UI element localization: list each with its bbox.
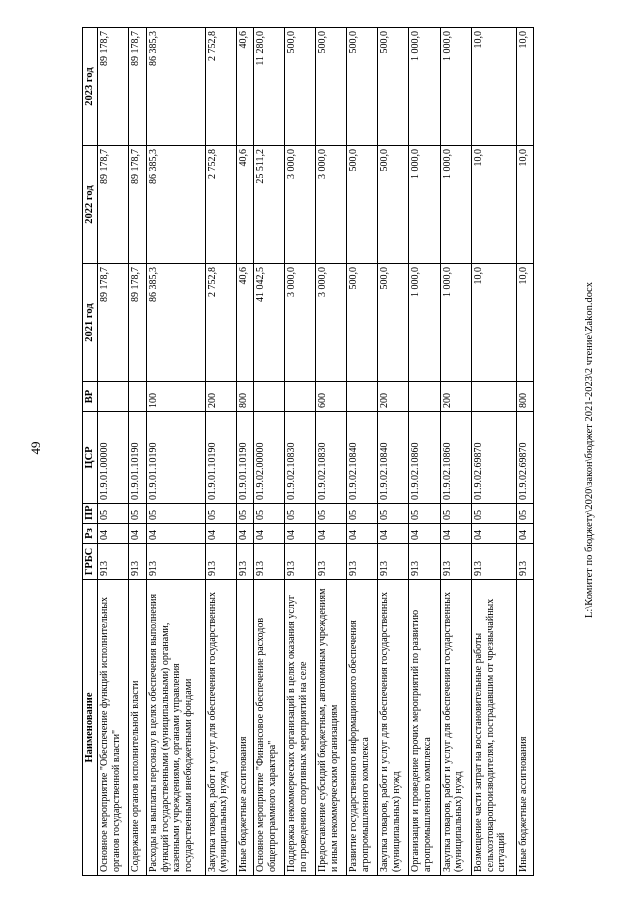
- row-csr: 01.9.02.10840: [347, 412, 378, 504]
- row-2022: 500,0: [347, 146, 378, 264]
- row-rz: 04: [285, 524, 316, 544]
- row-grbs: 913: [347, 544, 378, 580]
- row-name: Поддержка некоммерческих организаций в целях оказания услуг по проведению спортивных мероприятий на селе: [285, 580, 316, 876]
- row-vr: [285, 382, 316, 412]
- table-row: [253, 28, 284, 876]
- row-2021: 1 000,0: [440, 264, 471, 382]
- row-2022: 500,0: [378, 146, 409, 264]
- row-grbs: 913: [129, 544, 146, 580]
- row-vr: 800: [516, 382, 533, 412]
- table-row: [516, 28, 533, 876]
- row-csr: 01.9.01.10190: [146, 412, 205, 504]
- budget-table-container: [82, 28, 534, 876]
- row-name: Иные бюджетные ассигнования: [516, 580, 533, 876]
- row-2023: 500,0: [285, 28, 316, 146]
- row-rz: 04: [440, 524, 471, 544]
- row-csr: 01.9.02.10830: [316, 412, 347, 504]
- table-row: [347, 28, 378, 876]
- row-vr: 800: [236, 382, 253, 412]
- row-vr: 200: [440, 382, 471, 412]
- row-vr: [98, 382, 129, 412]
- row-2022: 10,0: [471, 146, 516, 264]
- row-2022: 10,0: [516, 146, 533, 264]
- row-name: Иные бюджетные ассигнования: [236, 580, 253, 876]
- row-rz: 04: [347, 524, 378, 544]
- budget-table: [82, 27, 534, 876]
- header-pr: ПР: [83, 504, 98, 524]
- row-name: Развитие государственного информационного обеспечения агропромышленного комплекса: [347, 580, 378, 876]
- row-rz: 04: [146, 524, 205, 544]
- header-2022: 2022 год: [83, 146, 98, 264]
- table-row: [285, 28, 316, 876]
- row-2022: 40,6: [236, 146, 253, 264]
- row-vr: 200: [205, 382, 236, 412]
- row-grbs: 913: [471, 544, 516, 580]
- row-pr: 05: [129, 504, 146, 524]
- row-2022: 1 000,0: [440, 146, 471, 264]
- row-vr: [347, 382, 378, 412]
- table-row: [98, 28, 129, 876]
- header-grbs: ГРБС: [83, 544, 98, 580]
- row-name: Содержание органов исполнительной власти: [129, 580, 146, 876]
- table-row: [205, 28, 236, 876]
- header-rz: Рз: [83, 524, 98, 544]
- row-2022: 89 178,7: [98, 146, 129, 264]
- row-2023: 2 752,8: [205, 28, 236, 146]
- row-2021: 41 042,5: [253, 264, 284, 382]
- row-name: Основное мероприятие "Финансовое обеспечение расходов общепрограммного характера": [253, 580, 284, 876]
- footer-file-path: L:\Комитет по бюджету\2020\закон\бюджет 2021-2023\2 чтение\Zakon.docx: [584, 282, 595, 618]
- row-2023: 40,6: [236, 28, 253, 146]
- row-2023: 500,0: [378, 28, 409, 146]
- row-pr: 05: [205, 504, 236, 524]
- row-rz: 04: [409, 524, 440, 544]
- row-2021: 1 000,0: [409, 264, 440, 382]
- row-name: Предоставление субсидий бюджетным, автономным учреждениям и иным некоммерческим организациям: [316, 580, 347, 876]
- row-csr: 01.9.01.10190: [205, 412, 236, 504]
- row-grbs: 913: [236, 544, 253, 580]
- row-name: Возмещение части затрат на восстановительные работы сельхозтоваропроизводителям, пострадавшим от чрезвычайных ситуаций: [471, 580, 516, 876]
- row-2023: 89 178,7: [98, 28, 129, 146]
- row-pr: 05: [98, 504, 129, 524]
- row-vr: [129, 382, 146, 412]
- row-csr: 01.9.02.69870: [471, 412, 516, 504]
- row-2021: 3 000,0: [316, 264, 347, 382]
- row-rz: 04: [316, 524, 347, 544]
- row-pr: 05: [146, 504, 205, 524]
- row-name: Закупка товаров, работ и услуг для обеспечения государственных (муниципальных) нужд: [440, 580, 471, 876]
- row-csr: 01.9.02.69870: [516, 412, 533, 504]
- row-csr: 01.9.02.10860: [440, 412, 471, 504]
- table-row: [146, 28, 205, 876]
- row-pr: 05: [409, 504, 440, 524]
- row-2021: 10,0: [471, 264, 516, 382]
- row-rz: 04: [98, 524, 129, 544]
- row-csr: 01.9.02.00000: [253, 412, 284, 504]
- row-2023: 11 280,0: [253, 28, 284, 146]
- row-2021: 500,0: [378, 264, 409, 382]
- row-2023: 500,0: [347, 28, 378, 146]
- row-csr: 01.9.02.10860: [409, 412, 440, 504]
- row-pr: 05: [316, 504, 347, 524]
- header-csr: ЦСР: [83, 412, 98, 504]
- row-pr: 05: [347, 504, 378, 524]
- row-vr: [409, 382, 440, 412]
- row-2023: 10,0: [471, 28, 516, 146]
- row-vr: [253, 382, 284, 412]
- row-csr: 01.9.02.10830: [285, 412, 316, 504]
- row-2023: 86 385,3: [146, 28, 205, 146]
- row-rz: 04: [236, 524, 253, 544]
- row-grbs: 913: [378, 544, 409, 580]
- row-2022: 89 178,7: [129, 146, 146, 264]
- row-2022: 2 752,8: [205, 146, 236, 264]
- row-2021: 40,6: [236, 264, 253, 382]
- row-2021: 89 178,7: [98, 264, 129, 382]
- header-2021: 2021 год: [83, 264, 98, 382]
- row-name: Закупка товаров, работ и услуг для обеспечения государственных (муниципальных) нужд: [205, 580, 236, 876]
- row-2021: 86 385,3: [146, 264, 205, 382]
- table-row: [471, 28, 516, 876]
- row-csr: 01.9.01.10190: [129, 412, 146, 504]
- row-vr: 100: [146, 382, 205, 412]
- row-rz: 04: [253, 524, 284, 544]
- row-pr: 05: [236, 504, 253, 524]
- row-vr: 600: [316, 382, 347, 412]
- table-header-row: [83, 28, 98, 876]
- row-rz: 04: [378, 524, 409, 544]
- row-grbs: 913: [205, 544, 236, 580]
- row-vr: 200: [378, 382, 409, 412]
- row-2023: 1 000,0: [409, 28, 440, 146]
- table-row: [378, 28, 409, 876]
- row-pr: 05: [285, 504, 316, 524]
- row-2021: 89 178,7: [129, 264, 146, 382]
- row-grbs: 913: [409, 544, 440, 580]
- row-2021: 2 752,8: [205, 264, 236, 382]
- row-name: Основное мероприятие "Обеспечение функций исполнительных органов государственной власти": [98, 580, 129, 876]
- row-grbs: 913: [316, 544, 347, 580]
- table-row: [316, 28, 347, 876]
- row-rz: 04: [129, 524, 146, 544]
- row-2022: 86 385,3: [146, 146, 205, 264]
- row-grbs: 913: [98, 544, 129, 580]
- row-csr: 01.9.01.00000: [98, 412, 129, 504]
- row-csr: 01.9.02.10840: [378, 412, 409, 504]
- row-csr: 01.9.01.10190: [236, 412, 253, 504]
- row-2021: 10,0: [516, 264, 533, 382]
- row-2022: 25 511,2: [253, 146, 284, 264]
- row-pr: 05: [253, 504, 284, 524]
- page-number: 49: [28, 441, 43, 455]
- row-vr: [471, 382, 516, 412]
- row-grbs: 913: [146, 544, 205, 580]
- row-2023: 500,0: [316, 28, 347, 146]
- table-row: [409, 28, 440, 876]
- row-2021: 500,0: [347, 264, 378, 382]
- row-name: Расходы на выплаты персоналу в целях обеспечения выполнения функций государственными (муниципальными) органами, казенными учреждениями, органами управления государственными внебюджетными фондами: [146, 580, 205, 876]
- table-row: [129, 28, 146, 876]
- row-pr: 05: [516, 504, 533, 524]
- row-name: Закупка товаров, работ и услуг для обеспечения государственных (муниципальных) нужд: [378, 580, 409, 876]
- header-vr: ВР: [83, 382, 98, 412]
- row-2023: 1 000,0: [440, 28, 471, 146]
- row-2021: 3 000,0: [285, 264, 316, 382]
- row-2023: 10,0: [516, 28, 533, 146]
- row-grbs: 913: [285, 544, 316, 580]
- table-row: [440, 28, 471, 876]
- row-2022: 3 000,0: [285, 146, 316, 264]
- row-2022: 3 000,0: [316, 146, 347, 264]
- row-pr: 05: [378, 504, 409, 524]
- row-pr: 05: [440, 504, 471, 524]
- row-rz: 04: [516, 524, 533, 544]
- row-grbs: 913: [440, 544, 471, 580]
- row-rz: 04: [471, 524, 516, 544]
- table-row: [236, 28, 253, 876]
- row-2023: 89 178,7: [129, 28, 146, 146]
- row-2022: 1 000,0: [409, 146, 440, 264]
- header-2023: 2023 год: [83, 28, 98, 146]
- header-name: Наименование: [83, 580, 98, 876]
- row-rz: 04: [205, 524, 236, 544]
- row-name: Организация и проведение прочих мероприятий по развитию агропромышленного комплекса: [409, 580, 440, 876]
- row-grbs: 913: [516, 544, 533, 580]
- row-grbs: 913: [253, 544, 284, 580]
- row-pr: 05: [471, 504, 516, 524]
